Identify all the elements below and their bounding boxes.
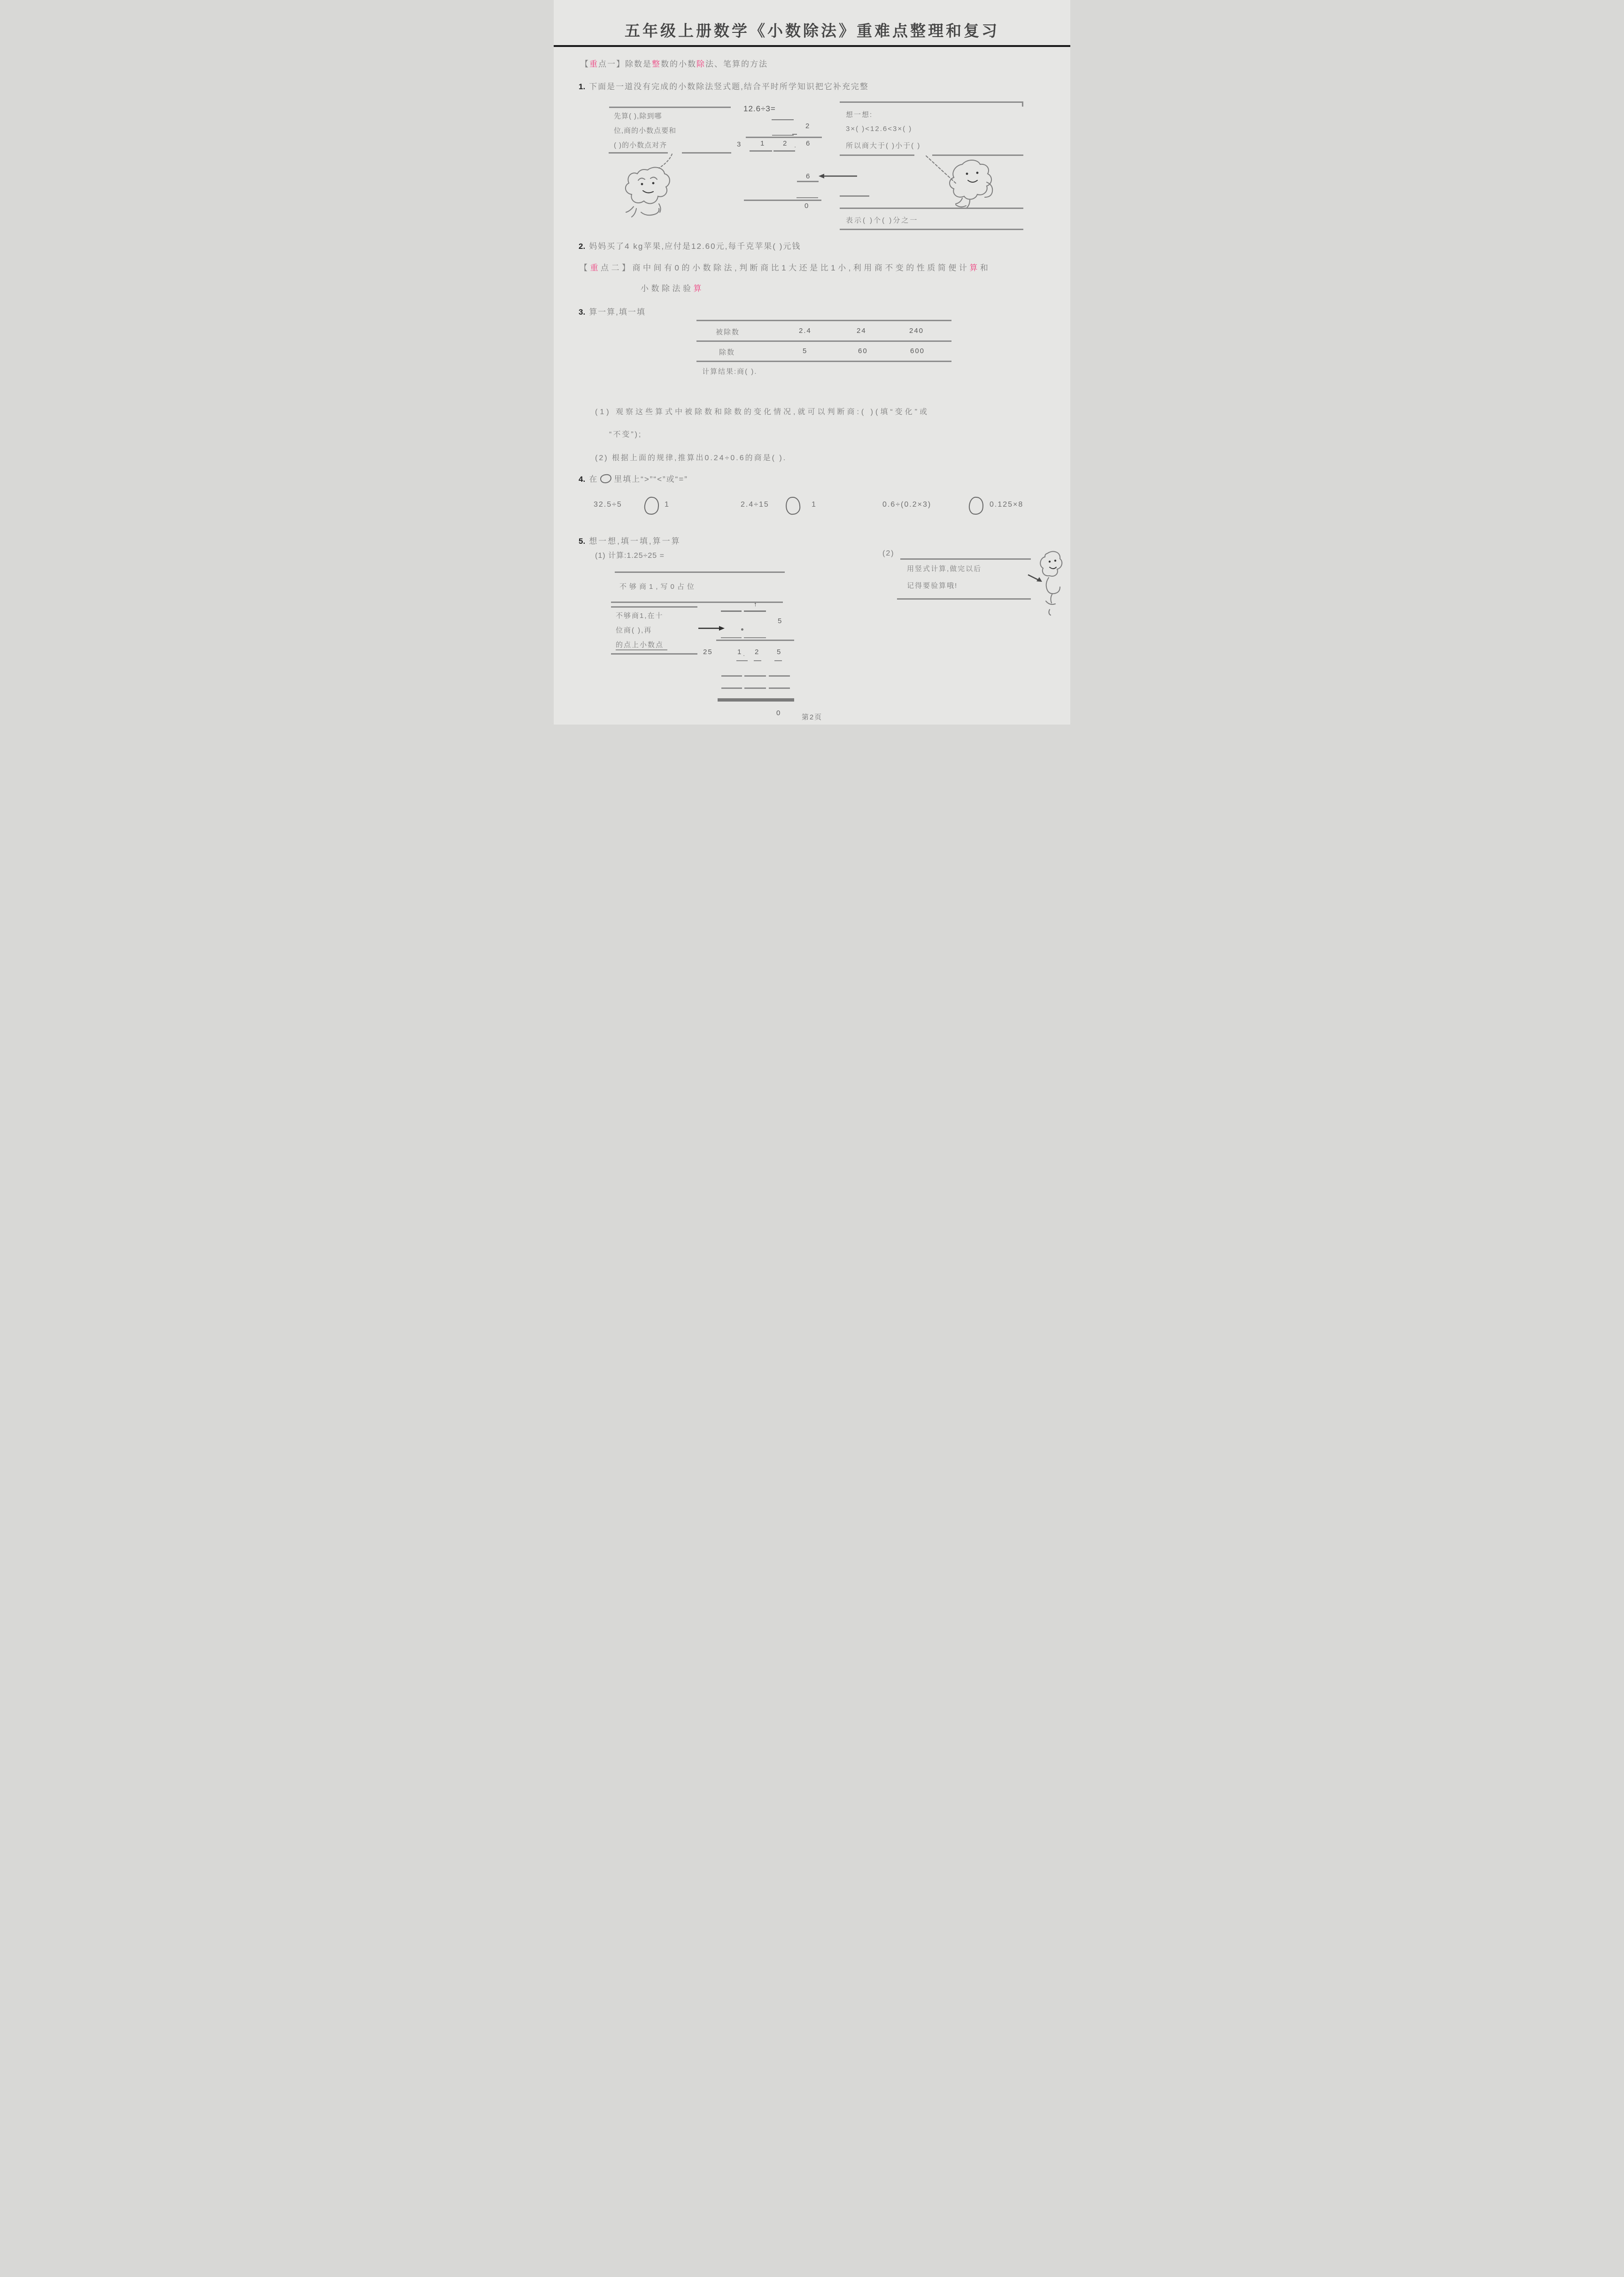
question-4 bbox=[579, 472, 688, 484]
doodle-character-1-icon bbox=[619, 163, 678, 224]
division1-subtract-line-a bbox=[750, 150, 772, 152]
division1-line-under-6 bbox=[797, 181, 819, 182]
division2-quotient-digit: 5 bbox=[778, 617, 782, 625]
key1-seg: 点一】除数是 bbox=[598, 60, 652, 69]
note-box-line2: 记得要验算哦! bbox=[907, 582, 958, 590]
division2-quotient-blank bbox=[721, 610, 742, 612]
key1-seg-pink: 重 bbox=[589, 60, 598, 69]
header-divider bbox=[554, 45, 1070, 47]
division1-bottom-line bbox=[744, 200, 821, 201]
question-1-text: 下面是一道没有完成的小数除法竖式题,结合平时所学知识把它补充完整 bbox=[589, 82, 869, 91]
fill-circle-icon bbox=[600, 473, 612, 484]
comparison-1-right: 1 bbox=[665, 501, 670, 509]
division1-subtract-line-b bbox=[773, 150, 795, 152]
division1-equation: 12.6÷3= bbox=[743, 104, 776, 113]
note-box-top-border bbox=[900, 558, 1031, 560]
table-cell: 240 bbox=[909, 327, 924, 335]
question-3-number: 3. bbox=[579, 308, 586, 316]
hintA-top-border bbox=[615, 571, 785, 573]
division2-work-blank bbox=[721, 675, 742, 677]
comparison-1-circle bbox=[643, 496, 660, 515]
key1-seg: 法、笔算的方法 bbox=[705, 60, 768, 69]
hintB-line2: 位商( ),再 bbox=[616, 626, 652, 634]
note-box-line1: 用竖式计算,做完以后 bbox=[907, 565, 982, 573]
table-cell: 600 bbox=[910, 347, 925, 355]
question-5-number: 5. bbox=[579, 537, 586, 546]
think-box-title: 想一想: bbox=[846, 111, 873, 119]
hintA-bottom-border bbox=[611, 602, 783, 603]
think-box-mid-border-left bbox=[840, 154, 914, 156]
comparison-2-left: 2.4÷15 bbox=[741, 501, 769, 509]
division1-decimal-point: . bbox=[794, 141, 797, 149]
comparison-2-circle bbox=[785, 496, 801, 516]
comparison-3-right: 0.125×8 bbox=[990, 501, 1024, 509]
division2-vinculum-short-b bbox=[744, 637, 766, 638]
think-box-corner-tick bbox=[1022, 101, 1023, 107]
table-cell: 被除数 bbox=[716, 328, 740, 336]
key2-seg: 和 bbox=[980, 263, 991, 272]
question-3-sub2: (2) 根据上面的规律,推算出0.24÷0.6的商是( ). bbox=[595, 454, 787, 462]
think-box-bottom-border bbox=[840, 229, 1023, 230]
division2-remainder: 0 bbox=[776, 709, 781, 717]
hint-box-bottom-border-left bbox=[609, 152, 668, 154]
key-point-2-line2 bbox=[641, 282, 704, 293]
division1-vinculum-short bbox=[772, 135, 794, 136]
bring-down-arrow-icon bbox=[815, 172, 859, 180]
question-2-text: 妈妈买了4 kg苹果,应付是12.60元,每千克苹果( )元钱 bbox=[589, 242, 801, 251]
think-box-lower-border bbox=[840, 208, 1023, 209]
note-box-bottom-border bbox=[897, 598, 1031, 600]
division1-remainder: 0 bbox=[804, 202, 809, 210]
table-bottom-rule bbox=[696, 361, 951, 362]
key2-seg-pink: 重 bbox=[590, 263, 601, 272]
question-1-number: 1. bbox=[579, 82, 586, 91]
division1-dividend-digit: 1 bbox=[760, 139, 765, 147]
hintB-top-border bbox=[611, 606, 697, 608]
hintB-underline bbox=[616, 649, 667, 650]
think-box-top-border bbox=[840, 101, 1023, 103]
division2-vinculum bbox=[716, 640, 794, 641]
division2-work-blank bbox=[744, 687, 766, 689]
key2-seg-pink: 算 bbox=[969, 263, 980, 272]
table-cell: 5 bbox=[803, 347, 808, 355]
division2-decimal-hint-arrow: ↑ bbox=[754, 601, 757, 608]
key2-seg: 【 bbox=[580, 263, 590, 272]
key2-seg: 点二】商中间有0的小数除法,判断商比1大还是比1小,利用商不变的性质简便计 bbox=[601, 263, 970, 272]
key-point-1 bbox=[580, 57, 768, 69]
table-cell: 60 bbox=[858, 347, 868, 355]
division2-place-guide bbox=[774, 660, 782, 661]
division1-dividend-digit: 6 bbox=[806, 139, 810, 147]
hint-box-line3: ( )的小数点对齐 bbox=[614, 141, 667, 149]
table-cell: 2.4 bbox=[799, 327, 812, 335]
question-4-number: 4. bbox=[579, 475, 586, 484]
question-5-sub1: (1) 计算:1.25÷25 = bbox=[595, 552, 665, 560]
question-5-text: 想一想,填一填,算一算 bbox=[589, 537, 681, 546]
division2-work-blank bbox=[721, 687, 742, 689]
doodle-character-2-icon bbox=[942, 157, 1005, 210]
hintB-line3: 的点上小数点 bbox=[616, 641, 664, 649]
hint-box-line2: 位,商的小数点要和 bbox=[614, 127, 677, 135]
question-4-prefix: 在 bbox=[589, 475, 598, 484]
key1-seg-pink: 除 bbox=[696, 60, 705, 69]
hint-box-line1: 先算( ),除到哪 bbox=[614, 112, 662, 120]
question-4-suffix: 里填上“>”“<”或“=” bbox=[614, 475, 688, 484]
comparison-2-right: 1 bbox=[812, 501, 817, 509]
division2-bottom-bar bbox=[718, 698, 794, 702]
division2-quotient-blank bbox=[744, 610, 766, 612]
comparison-3-circle bbox=[968, 496, 984, 515]
division1-bring-down-digit: 6 bbox=[806, 172, 810, 180]
hintB-arrow-icon bbox=[697, 624, 727, 633]
division2-dividend-digit: 2 bbox=[755, 648, 759, 656]
table-top-rule bbox=[696, 320, 951, 321]
question-3 bbox=[579, 305, 646, 317]
think-box-line1: 3×( )<12.6<3×( ) bbox=[846, 125, 913, 133]
key2-line2-seg-pink: 算 bbox=[693, 284, 704, 293]
table-result-note: 计算结果:商( ). bbox=[702, 368, 758, 376]
key1-seg: 【 bbox=[580, 60, 589, 69]
hint-box-bottom-border-right bbox=[682, 152, 731, 154]
page-number: 第2页 bbox=[801, 713, 823, 721]
division2-place-guide bbox=[754, 660, 761, 661]
comparison-3-left: 0.6÷(0.2×3) bbox=[882, 501, 932, 509]
page-title: 五年级上册数学《小数除法》重难点整理和复习 bbox=[625, 22, 999, 39]
division2-work-blank bbox=[769, 687, 790, 689]
key1-seg: 数的小数 bbox=[661, 60, 696, 69]
division2-decimal-point: . bbox=[743, 650, 745, 658]
question-3-sub1-cont: “不变”); bbox=[609, 431, 642, 439]
question-1 bbox=[579, 80, 869, 92]
think-box-mid-border-right bbox=[932, 154, 1023, 156]
hintB-line1: 不够商1,在十 bbox=[616, 612, 664, 620]
think-box-small-rule bbox=[840, 195, 869, 197]
comparison-1-left: 32.5÷5 bbox=[594, 501, 622, 509]
division2-dividend-digit: 5 bbox=[777, 648, 781, 656]
division1-dividend-digit: 2 bbox=[783, 139, 787, 147]
key1-seg-pink: 整 bbox=[652, 60, 661, 69]
division1-answer-blank bbox=[772, 119, 794, 120]
hint-box-top-border bbox=[609, 107, 731, 108]
think-box-line2: 所以商大于( )小于( ) bbox=[846, 142, 921, 150]
key-point-2-line1 bbox=[580, 261, 990, 273]
division2-divisor: 25 bbox=[703, 648, 713, 656]
division1-quotient-digit: 2 bbox=[805, 122, 810, 130]
worksheet-page bbox=[554, 0, 1070, 725]
division1-bottom-line-short bbox=[797, 197, 818, 198]
question-2 bbox=[579, 239, 801, 251]
division1-divisor: 3 bbox=[737, 140, 741, 148]
key2-line2-seg: 小数除法验 bbox=[641, 284, 694, 293]
question-3-sub1: (1) 观察这些算式中被除数和除数的变化情况,就可以判断商:( )(填“变化”或 bbox=[595, 408, 929, 416]
question-5 bbox=[579, 534, 681, 546]
think-box-line3: 表示( )个( )分之一 bbox=[846, 216, 919, 224]
division1-vinculum bbox=[746, 137, 822, 138]
question-3-text: 算一算,填一填 bbox=[589, 308, 646, 316]
division2-quotient-decimal-point bbox=[741, 628, 743, 631]
table-cell: 24 bbox=[857, 327, 866, 335]
division2-vinculum-short-a bbox=[721, 637, 742, 638]
division2-dividend-digit: 1 bbox=[737, 648, 742, 656]
hintA-text: 不够商1,写0占位 bbox=[619, 583, 697, 591]
division2-work-blank bbox=[769, 675, 790, 677]
division2-place-guide bbox=[736, 660, 748, 661]
question-5-sub2-label: (2) bbox=[882, 549, 895, 557]
table-mid-rule bbox=[696, 340, 951, 342]
question-2-number: 2. bbox=[579, 242, 586, 251]
hintB-bottom-border bbox=[611, 653, 697, 655]
table-cell: 除数 bbox=[719, 348, 735, 356]
doodle-character-3-icon bbox=[1036, 548, 1066, 617]
division2-work-blank bbox=[744, 675, 766, 677]
